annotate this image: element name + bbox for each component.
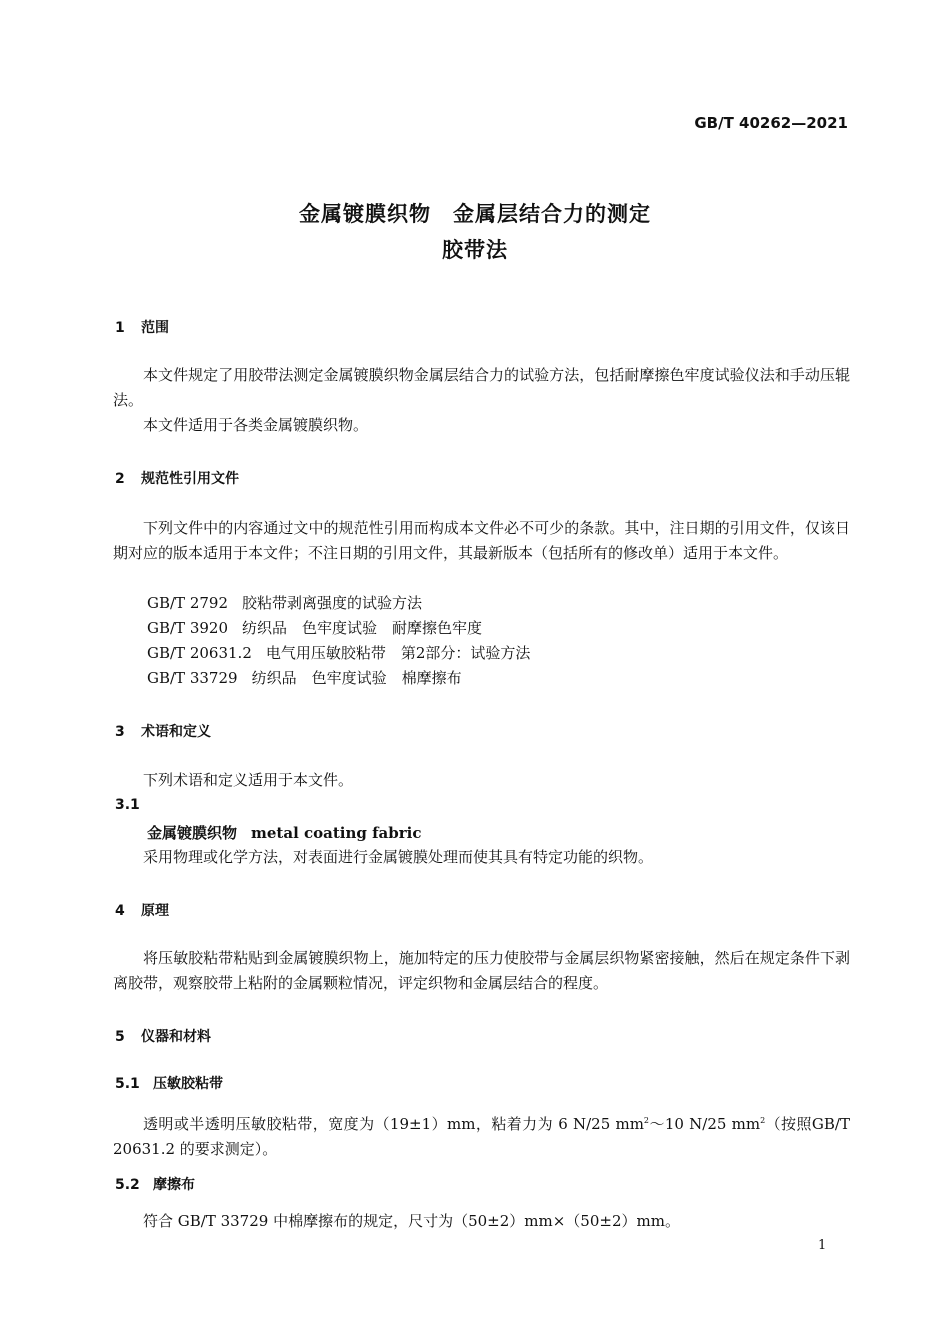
reference-item [147, 642, 530, 663]
section-title: 规范性引用文件 [141, 471, 239, 487]
section-1-paragraph-2: 本文件适用于各类金属镀膜织物。 [143, 416, 369, 434]
section-title: 范围 [141, 320, 169, 336]
section-number: 2 [115, 471, 125, 487]
section-title: 仪器和材料 [141, 1029, 211, 1045]
subsection-number: 5.1 [115, 1076, 140, 1092]
reference-item [147, 667, 462, 688]
paragraph-text: 透明或半透明压敏胶粘带，宽度为（19±1）mm，粘着力为 6 N/25 mm [143, 1115, 644, 1133]
reference-title: 纺织品 色牢度试验 耐摩擦色牢度 [242, 619, 483, 637]
section-2-heading [115, 468, 239, 488]
superscript: 2 [643, 1116, 650, 1125]
reference-code: GB/T 3920 [147, 619, 229, 637]
term-english: metal coating fabric [251, 824, 422, 842]
subsection-title: 摩擦布 [153, 1177, 195, 1193]
subsection-title: 压敏胶粘带 [153, 1076, 223, 1092]
section-1-heading [115, 317, 169, 337]
reference-title: 胶粘带剥离强度的试验方法 [242, 594, 423, 612]
page-number: 1 [818, 1238, 827, 1253]
section-number: 3 [115, 724, 125, 740]
paragraph-text: （按照GB/T 20631.2 的要求测定）。 [113, 1115, 850, 1158]
reference-code: GB/T 2792 [147, 594, 229, 612]
reference-title: 纺织品 色牢度试验 棉摩擦布 [251, 669, 462, 687]
section-4-paragraph-1: 将压敏胶粘带粘贴到金属镀膜织物上，施加特定的压力使胶带与金属层织物紧密接触，然后在规定条件下剥离胶带，观察胶带上粘附的金属颗粒情况，评定织物和金属层结合的程度。 [113, 949, 850, 992]
subsection-5-2-paragraph: 符合 GB/T 33729 中棉摩擦布的规定，尺寸为（50±2）mm×（50±2）mm。 [143, 1212, 680, 1230]
section-number: 1 [115, 320, 125, 336]
page-subtitle: 胶带法 [442, 238, 508, 262]
section-title: 原理 [141, 903, 169, 919]
term-definition: 采用物理或化学方法，对表面进行金属镀膜处理而使其具有特定功能的织物。 [143, 848, 654, 866]
term-number: 3.1 [115, 797, 140, 813]
section-1-paragraph-1: 本文件规定了用胶带法测定金属镀膜织物金属层结合力的试验方法，包括耐摩擦色牢度试验仪法和手动压辊法。 [113, 366, 850, 409]
section-number: 4 [115, 903, 125, 919]
subsection-number: 5.2 [115, 1177, 140, 1193]
reference-code: GB/T 33729 [147, 669, 238, 687]
paragraph-text: ～10 N/25 mm [649, 1115, 761, 1133]
section-3-heading [115, 721, 211, 741]
term-chinese: 金属镀膜织物 [147, 824, 238, 842]
section-5-heading [115, 1026, 211, 1046]
page-title: 金属镀膜织物 金属层结合力的测定 [299, 202, 651, 226]
superscript: 2 [760, 1116, 766, 1125]
subsection-5-2-heading [115, 1174, 195, 1194]
subsection-5-1-paragraph [113, 1108, 850, 1162]
section-number: 5 [115, 1029, 125, 1045]
section-title: 术语和定义 [141, 724, 211, 740]
reference-item [147, 617, 482, 638]
section-2-paragraph-1: 下列文件中的内容通过文中的规范性引用而构成本文件必不可少的条款。其中，注日期的引用文件，仅该日期对应的版本适用于本文件；不注日期的引用文件，其最新版本（包括所有的修改单）适用于本文件。 [113, 519, 850, 562]
section-3-paragraph-1: 下列术语和定义适用于本文件。 [143, 771, 354, 789]
reference-title: 电气用压敏胶粘带 第2部分：试验方法 [265, 644, 531, 662]
reference-code: GB/T 20631.2 [147, 644, 252, 662]
reference-item [147, 592, 422, 613]
standard-number: GB/T 40262—2021 [694, 114, 848, 132]
subsection-5-1-heading [115, 1073, 223, 1093]
term-entry [147, 822, 422, 843]
section-4-heading [115, 900, 169, 920]
